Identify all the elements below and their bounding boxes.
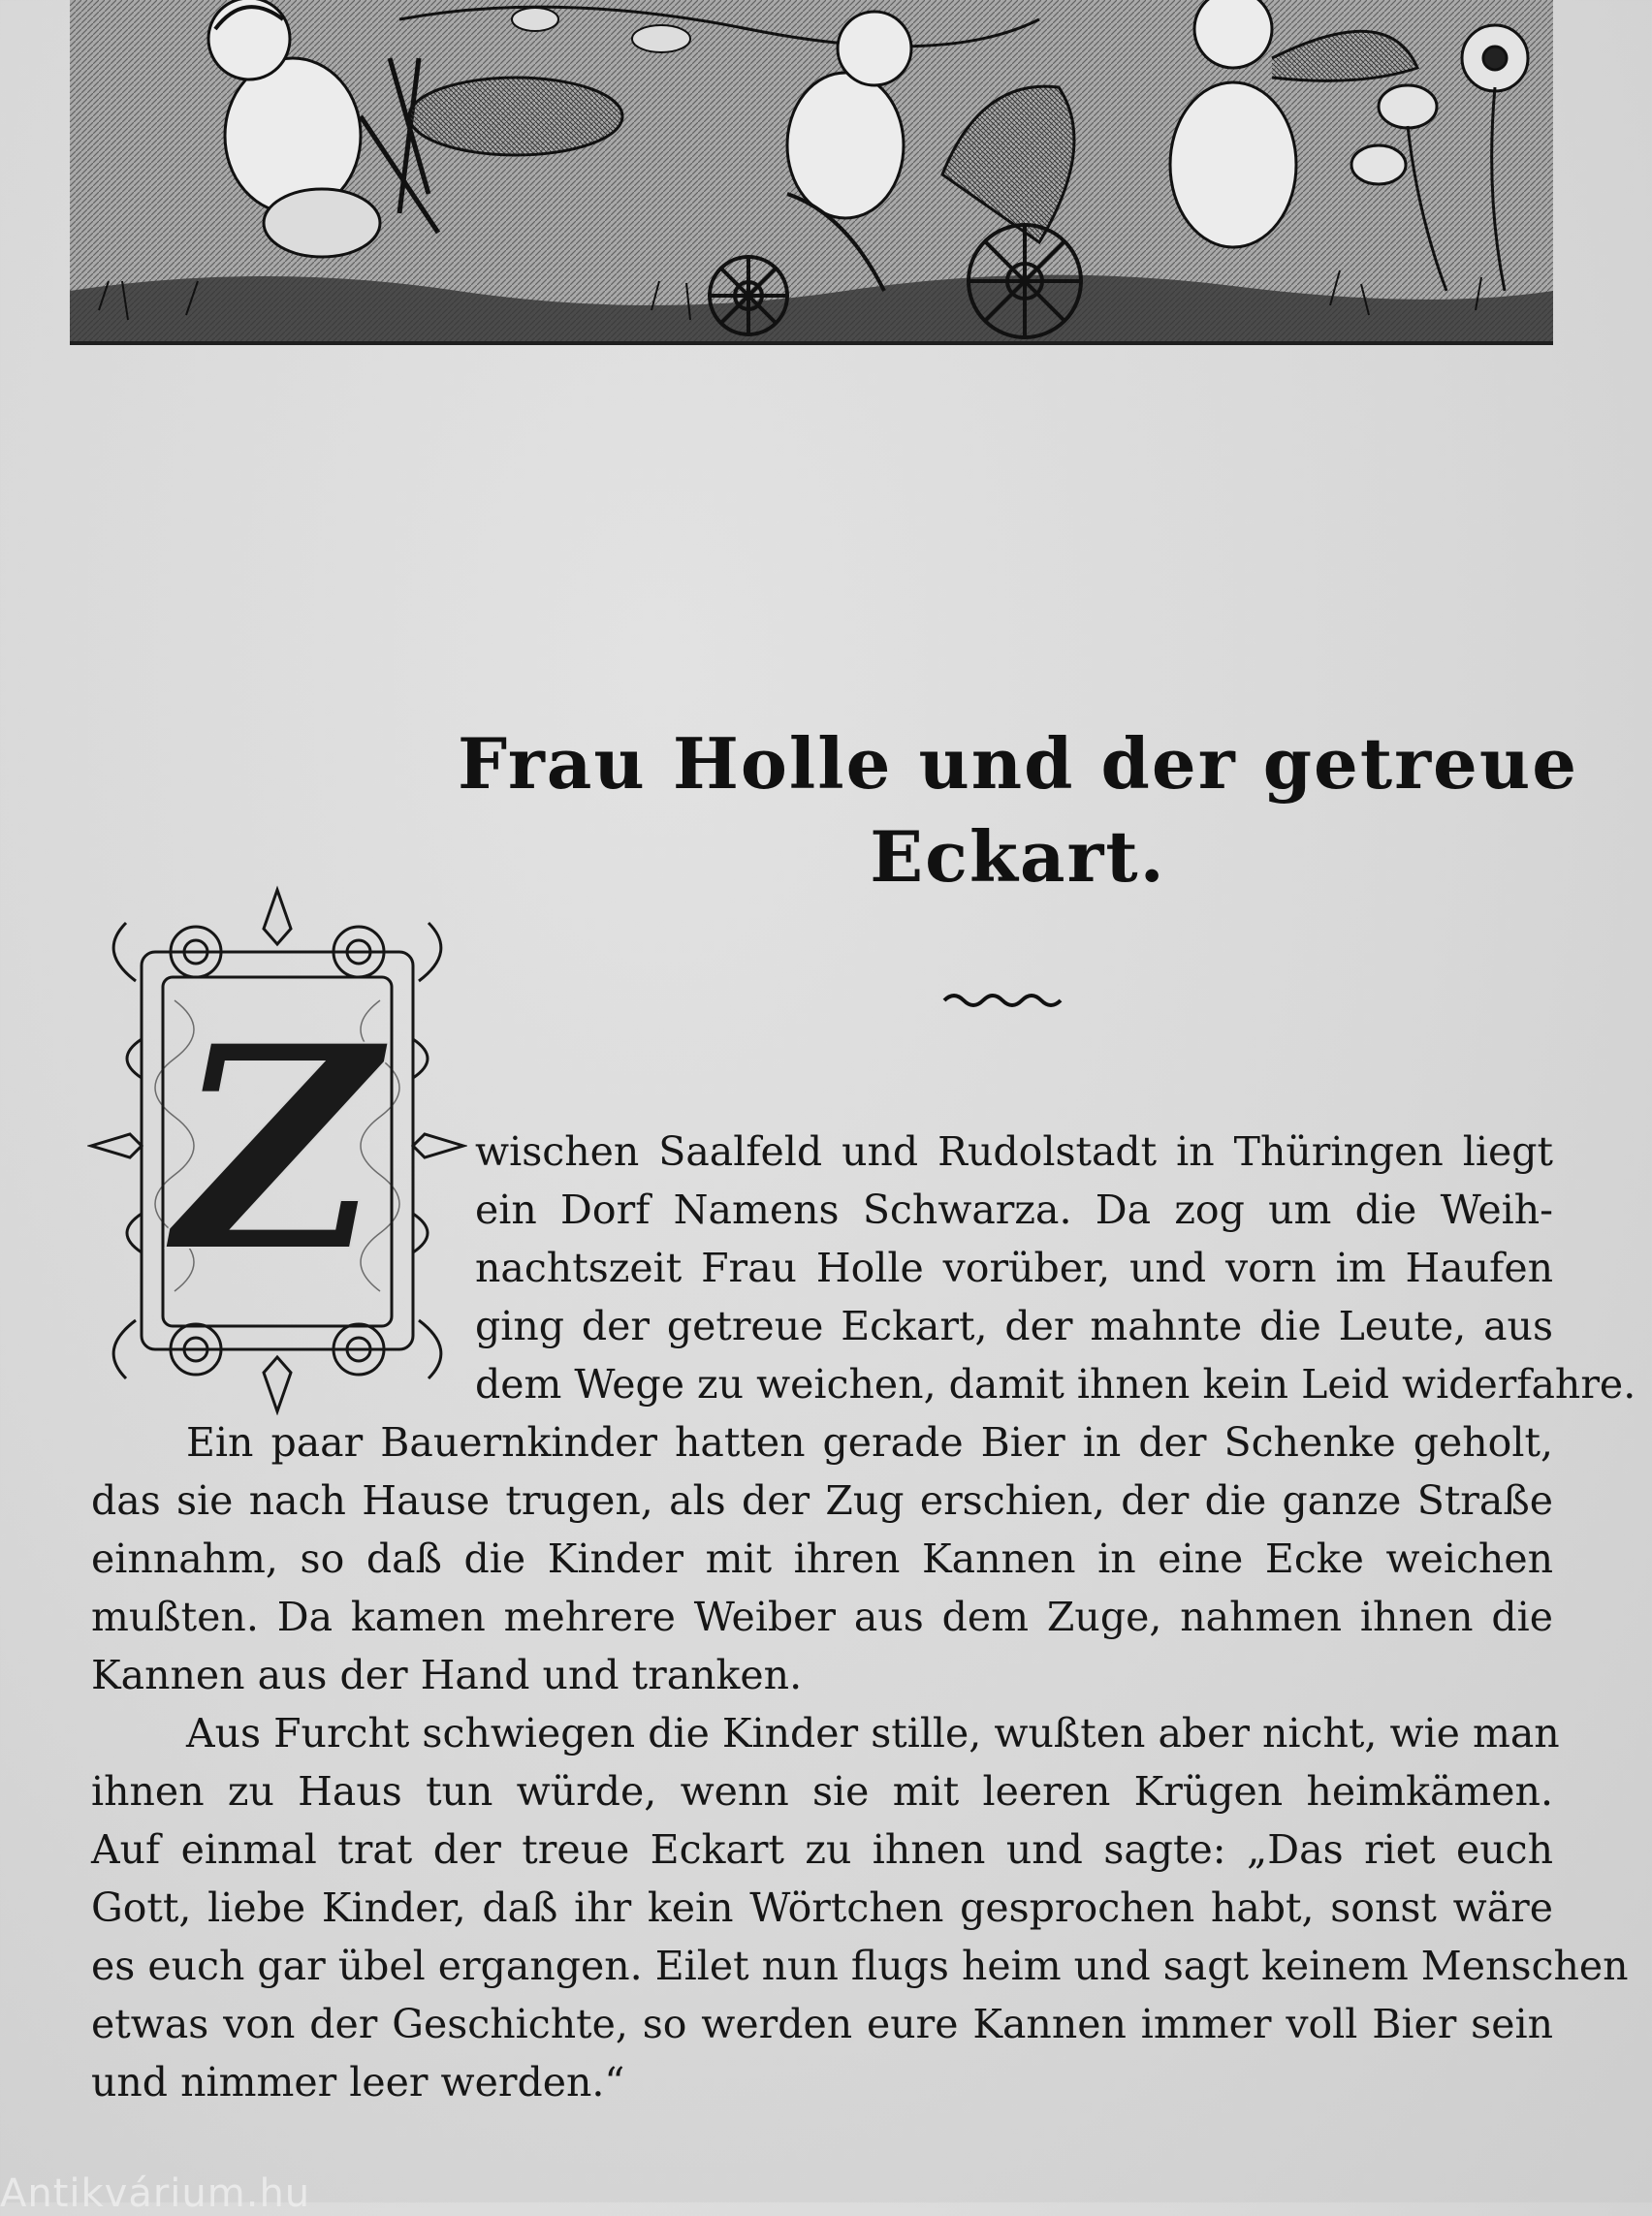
body-line-4: ging der getreue Eckart, der mahnte die Leute, aus xyxy=(475,1303,1553,1349)
body-line-16: etwas von der Geschichte, so werden eure Kannen immer voll Bier sein xyxy=(91,2001,1553,2047)
body-line-7: das sie nach Hause trugen, als der Zug erschien, der die ganze Straße xyxy=(91,1477,1553,1524)
wave-ornament-icon xyxy=(942,991,1063,1010)
body-line-13: Auf einmal trat der treue Eckart zu ihnen und sagte: „Das riet euch xyxy=(91,1826,1553,1873)
title-line-1: Frau Holle und der getreue xyxy=(457,722,1579,805)
body-line-6: Ein paar Bauernkinder hatten gerade Bier in der Schenke geholt, xyxy=(186,1419,1553,1466)
page-title xyxy=(456,717,1580,903)
body-line-11: Aus Furcht schwiegen die Kinder stille, wußten aber nicht, wie man xyxy=(186,1710,1560,1757)
watermark: Antikvárium.hu xyxy=(0,2171,311,2216)
body-line-14: Gott, liebe Kinder, daß ihr kein Wörtchen gesprochen habt, sonst wäre xyxy=(91,1884,1553,1931)
body-line-9: mußten. Da kamen mehrere Weiber aus dem Zuge, nahmen ihnen die xyxy=(91,1594,1553,1640)
body-line-5: dem Wege zu weichen, damit ihnen kein Leid widerfahre. xyxy=(475,1361,1636,1408)
body-line-12: ihnen zu Haus tun würde, wenn sie mit leeren Krügen heimkämen. xyxy=(91,1768,1553,1815)
drop-cap xyxy=(87,884,467,1419)
header-illustration xyxy=(70,0,1553,345)
body-line-2: ein Dorf Namens Schwarza. Da zog um die Weih- xyxy=(475,1187,1553,1233)
body-line-15: es euch gar übel ergangen. Eilet nun flugs heim und sagt keinem Menschen xyxy=(91,1943,1629,1989)
drop-cap-letter: Z xyxy=(175,985,380,1314)
body-line-17: und nimmer leer werden.“ xyxy=(91,2059,625,2105)
cherubs-chariot-engraving-icon xyxy=(70,0,1553,341)
title-line-2: Eckart. xyxy=(870,815,1166,898)
body-line-10: Kannen aus der Hand und tranken. xyxy=(91,1652,803,1698)
body-line-8: einnahm, so daß die Kinder mit ihren Kannen in eine Ecke weichen xyxy=(91,1535,1553,1582)
body-line-1: wischen Saalfeld und Rudolstadt in Thüringen liegt xyxy=(475,1128,1553,1175)
ornamental-initial-icon xyxy=(87,884,467,1415)
body-line-3: nachtszeit Frau Holle vorüber, und vorn im Haufen xyxy=(475,1245,1553,1291)
